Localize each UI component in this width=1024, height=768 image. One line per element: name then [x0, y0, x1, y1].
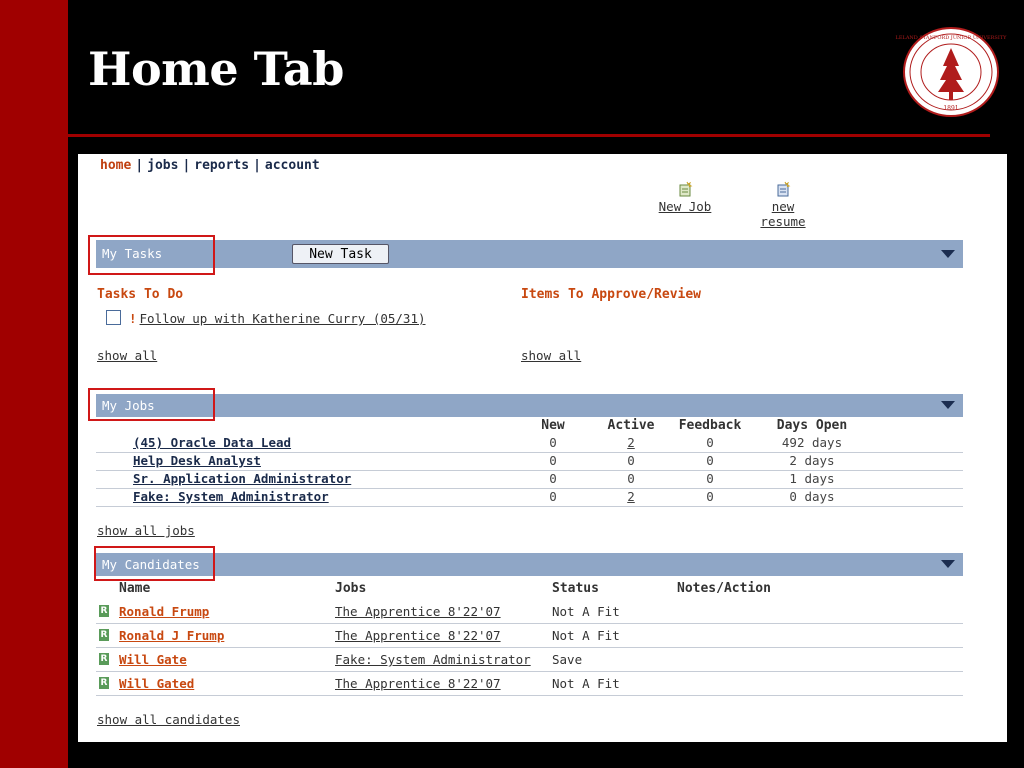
- show-all-tasks-link[interactable]: show all: [97, 348, 158, 363]
- job-feedback-count: 0: [706, 489, 714, 504]
- job-active-count[interactable]: 2: [627, 435, 635, 450]
- university-seal-logo: [895, 26, 1007, 118]
- job-active-count: 0: [627, 471, 635, 486]
- job-feedback-count: 0: [706, 471, 714, 486]
- candidates-col-name: Name: [119, 581, 151, 596]
- svg-text:LELAND STANFORD JUNIOR UNIVERS: LELAND STANFORD JUNIOR UNIVERSITY: [895, 35, 1007, 41]
- candidate-status: Not A Fit: [552, 676, 620, 691]
- candidate-name-link[interactable]: Ronald Frump: [119, 604, 210, 619]
- candidate-job-link[interactable]: The Apprentice 8'22'07: [335, 628, 501, 643]
- job-days-open: 1 days: [789, 471, 835, 486]
- svg-text:1891: 1891: [943, 105, 959, 112]
- collapse-triangle-icon[interactable]: [941, 401, 955, 409]
- highlight-box-my-jobs: [88, 388, 215, 421]
- show-all-jobs-link[interactable]: show all jobs: [97, 523, 195, 538]
- candidate-name-link[interactable]: Will Gate: [119, 652, 187, 667]
- slide-title: Home Tab: [88, 42, 344, 96]
- candidate-row: [96, 648, 963, 672]
- new-resume-document-icon: [777, 182, 789, 196]
- job-new-count: 0: [549, 435, 557, 450]
- resume-icon[interactable]: R: [100, 654, 108, 664]
- job-feedback-count: 0: [706, 453, 714, 468]
- candidate-status: Not A Fit: [552, 628, 620, 643]
- my-jobs-section-bar: [96, 394, 963, 417]
- candidate-name-link[interactable]: Will Gated: [119, 676, 195, 691]
- highlight-box-my-candidates: [94, 546, 215, 581]
- candidate-job-link[interactable]: Fake: System Administrator: [335, 652, 531, 667]
- resume-icon[interactable]: R: [100, 678, 108, 688]
- my-candidates-label: My Candidates: [102, 557, 200, 572]
- collapse-triangle-icon[interactable]: [941, 250, 955, 258]
- job-title-link[interactable]: Help Desk Analyst: [133, 453, 261, 468]
- job-days-open: 0 days: [789, 489, 835, 504]
- job-title-link[interactable]: Fake: System Administrator: [133, 489, 329, 504]
- task-item: [106, 310, 426, 326]
- jobs-col-active: Active: [607, 418, 655, 433]
- candidates-col-status: Status: [552, 581, 599, 596]
- nav-account-link[interactable]: account: [264, 158, 320, 173]
- priority-flag: !: [129, 311, 137, 326]
- my-jobs-label: My Jobs: [102, 398, 155, 413]
- tasks-to-do-heading: Tasks To Do: [97, 287, 184, 302]
- new-job-document-icon: [679, 182, 691, 196]
- job-title-link[interactable]: (45) Oracle Data Lead: [133, 435, 292, 450]
- jobs-col-days-open: Days Open: [776, 418, 848, 433]
- resume-icon[interactable]: R: [100, 606, 108, 616]
- jobs-col-feedback: Feedback: [678, 418, 742, 433]
- candidate-status: Save: [552, 652, 583, 667]
- job-row: [96, 470, 963, 489]
- show-all-candidates-link[interactable]: show all candidates: [97, 712, 240, 727]
- candidates-col-jobs: Jobs: [335, 581, 367, 596]
- job-new-count: 0: [549, 453, 557, 468]
- highlight-box-my-tasks: [88, 235, 215, 275]
- my-tasks-label: My Tasks: [102, 246, 163, 261]
- nav-reports-link[interactable]: reports: [194, 158, 250, 173]
- candidate-name-link[interactable]: Ronald J Frump: [119, 628, 225, 643]
- candidate-job-link[interactable]: The Apprentice 8'22'07: [335, 604, 501, 619]
- new-resume-quicklink[interactable]: new resume: [748, 182, 818, 229]
- job-feedback-count: 0: [706, 435, 714, 450]
- my-tasks-section-bar: [96, 240, 963, 268]
- app-panel: [78, 154, 1007, 742]
- new-job-quicklink[interactable]: New Job: [650, 182, 720, 214]
- job-new-count: 0: [549, 471, 557, 486]
- title-divider: [68, 134, 990, 137]
- candidate-row: [96, 600, 963, 624]
- job-title-link[interactable]: Sr. Application Administrator: [133, 471, 352, 486]
- job-days-open: 492 days: [781, 435, 843, 450]
- job-new-count: 0: [549, 489, 557, 504]
- candidate-job-link[interactable]: The Apprentice 8'22'07: [335, 676, 501, 691]
- candidate-row: [96, 624, 963, 648]
- slide-sidebar-stripe: [0, 0, 68, 768]
- items-to-approve-heading: Items To Approve/Review: [521, 287, 702, 302]
- candidate-row: [96, 672, 963, 696]
- job-active-count[interactable]: 2: [627, 489, 635, 504]
- main-nav: home | jobs | reports | account: [100, 158, 320, 173]
- job-active-count: 0: [627, 453, 635, 468]
- jobs-col-new: New: [541, 418, 565, 433]
- task-checkbox[interactable]: [106, 310, 121, 325]
- job-row: [96, 434, 963, 453]
- candidates-col-notes: Notes/Action: [677, 581, 771, 596]
- my-candidates-section-bar: [96, 553, 963, 576]
- resume-icon[interactable]: R: [100, 630, 108, 640]
- nav-jobs-link[interactable]: jobs: [147, 158, 179, 173]
- job-row: [96, 452, 963, 471]
- new-task-button[interactable]: New Task: [292, 244, 389, 264]
- candidate-status: Not A Fit: [552, 604, 620, 619]
- job-days-open: 2 days: [789, 453, 835, 468]
- nav-home-link[interactable]: home: [100, 158, 132, 173]
- job-row: [96, 488, 963, 507]
- show-all-approvals-link[interactable]: show all: [521, 348, 582, 363]
- collapse-triangle-icon[interactable]: [941, 560, 955, 568]
- task-link[interactable]: Follow up with Katherine Curry (05/31): [139, 311, 426, 326]
